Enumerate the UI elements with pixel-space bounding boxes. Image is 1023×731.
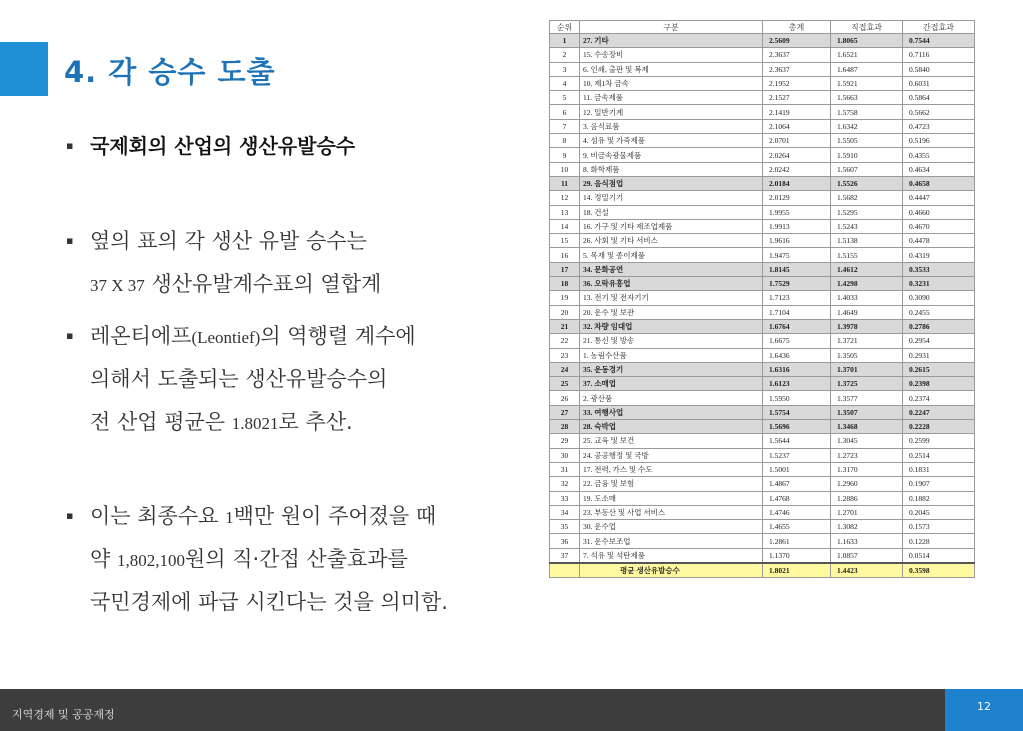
- table-row: [550, 405, 975, 419]
- indirect-cell: 0.4658: [903, 176, 975, 190]
- indirect-cell: 0.4319: [903, 248, 975, 262]
- rank-cell: 15: [550, 234, 580, 248]
- rank-cell: 36: [550, 534, 580, 548]
- rank-cell: 4: [550, 76, 580, 90]
- average-rank-cell: [550, 563, 580, 578]
- slide-title: 4. 각 승수 도출: [64, 55, 276, 89]
- table-row: [550, 548, 975, 563]
- category-cell: 17. 전력, 가스 및 수도: [580, 462, 763, 476]
- direct-cell: 1.5295: [831, 205, 903, 219]
- rank-cell: 6: [550, 105, 580, 119]
- table-row: [550, 319, 975, 333]
- table-row: [550, 162, 975, 176]
- rank-cell: 7: [550, 119, 580, 133]
- rank-cell: 22: [550, 334, 580, 348]
- direct-cell: 1.3701: [831, 362, 903, 376]
- indirect-cell: 0.3090: [903, 291, 975, 305]
- total-cell: 2.1527: [763, 91, 831, 105]
- table-row: [550, 262, 975, 276]
- table-row: [550, 134, 975, 148]
- total-cell: 1.5754: [763, 405, 831, 419]
- direct-cell: 1.2960: [831, 477, 903, 491]
- rank-cell: 17: [550, 262, 580, 276]
- category-cell: 1. 농림수산품: [580, 348, 763, 362]
- direct-cell: 1.3468: [831, 420, 903, 434]
- category-cell: 3. 음식료품: [580, 119, 763, 133]
- direct-cell: 1.5910: [831, 148, 903, 162]
- category-cell: 13. 전기 및 전자기기: [580, 291, 763, 305]
- category-cell: 24. 공공행정 및 국방: [580, 448, 763, 462]
- table-row: [550, 205, 975, 219]
- indirect-cell: 0.2786: [903, 319, 975, 333]
- direct-cell: 1.8065: [831, 34, 903, 48]
- text-segment: 1,802,100: [116, 551, 185, 570]
- table-row: [550, 34, 975, 48]
- text-segment: 로 추산.: [278, 410, 353, 434]
- category-cell: 8. 화학제품: [580, 162, 763, 176]
- direct-cell: 1.3045: [831, 434, 903, 448]
- bullet-text-line: [90, 130, 355, 159]
- category-cell: 22. 금융 및 보험: [580, 477, 763, 491]
- direct-cell: 1.5505: [831, 134, 903, 148]
- table-row: [550, 76, 975, 90]
- direct-cell: 1.6342: [831, 119, 903, 133]
- direct-cell: 1.3721: [831, 334, 903, 348]
- direct-cell: 1.6521: [831, 48, 903, 62]
- direct-cell: 1.0857: [831, 548, 903, 563]
- direct-cell: 1.4649: [831, 305, 903, 319]
- category-cell: 21. 통신 및 방송: [580, 334, 763, 348]
- direct-cell: 1.5138: [831, 234, 903, 248]
- rank-cell: 13: [550, 205, 580, 219]
- average-direct: 1.4423: [831, 563, 903, 578]
- total-cell: 1.6123: [763, 377, 831, 391]
- text-segment: 37 X 37: [90, 276, 145, 295]
- table-header-row: [550, 21, 975, 34]
- total-cell: 2.1419: [763, 105, 831, 119]
- rank-cell: 34: [550, 505, 580, 519]
- direct-cell: 1.5663: [831, 91, 903, 105]
- total-cell: 2.0242: [763, 162, 831, 176]
- category-cell: 32. 차량 임대업: [580, 319, 763, 333]
- category-cell: 15. 수송장비: [580, 48, 763, 62]
- total-cell: 1.4655: [763, 520, 831, 534]
- table-row: [550, 119, 975, 133]
- category-cell: 29. 음식점업: [580, 176, 763, 190]
- text-segment: 원의 직·간접 산출효과를: [184, 547, 408, 571]
- rank-cell: 25: [550, 377, 580, 391]
- table-row: [550, 462, 975, 476]
- total-cell: 1.5237: [763, 448, 831, 462]
- rank-cell: 10: [550, 162, 580, 176]
- total-cell: 1.7104: [763, 305, 831, 319]
- rank-cell: 24: [550, 362, 580, 376]
- footer-bar: [0, 689, 1023, 731]
- category-cell: 5. 목재 및 종이제품: [580, 248, 763, 262]
- table-row: [550, 534, 975, 548]
- indirect-cell: 0.2455: [903, 305, 975, 319]
- indirect-cell: 0.4723: [903, 119, 975, 133]
- direct-cell: 1.5243: [831, 219, 903, 233]
- total-cell: 2.1952: [763, 76, 831, 90]
- total-cell: 1.2861: [763, 534, 831, 548]
- table-row: [550, 391, 975, 405]
- indirect-cell: 0.5196: [903, 134, 975, 148]
- indirect-cell: 0.0514: [903, 548, 975, 563]
- header-direct-effect: 직접효과: [831, 21, 903, 34]
- total-cell: 1.6764: [763, 319, 831, 333]
- indirect-cell: 0.2514: [903, 448, 975, 462]
- text-segment: 전 산업 평균은: [90, 410, 232, 434]
- bullet-marker: ▪: [66, 139, 74, 152]
- indirect-cell: 0.1831: [903, 462, 975, 476]
- average-indirect: 0.3598: [903, 563, 975, 578]
- total-cell: 1.9475: [763, 248, 831, 262]
- text-segment: 백만 원이 주어졌을 때: [233, 504, 437, 528]
- indirect-cell: 0.1573: [903, 520, 975, 534]
- category-cell: 4. 섬유 및 가죽제품: [580, 134, 763, 148]
- category-cell: 31. 운수보조업: [580, 534, 763, 548]
- bullet-text-line: [90, 406, 353, 436]
- header-category: 구분: [580, 21, 763, 34]
- table-row: [550, 176, 975, 190]
- rank-cell: 29: [550, 434, 580, 448]
- direct-cell: 1.5155: [831, 248, 903, 262]
- indirect-cell: 0.3231: [903, 277, 975, 291]
- total-cell: 1.9955: [763, 205, 831, 219]
- direct-cell: 1.3978: [831, 319, 903, 333]
- direct-cell: 1.6487: [831, 62, 903, 76]
- table-row: [550, 248, 975, 262]
- indirect-cell: 0.1882: [903, 491, 975, 505]
- rank-cell: 9: [550, 148, 580, 162]
- header-rank: 순위: [550, 21, 580, 34]
- category-cell: 16. 가구 및 기타 제조업제품: [580, 219, 763, 233]
- rank-cell: 18: [550, 277, 580, 291]
- table-row: [550, 234, 975, 248]
- direct-cell: 1.5921: [831, 76, 903, 90]
- indirect-cell: 0.2931: [903, 348, 975, 362]
- total-cell: 1.5644: [763, 434, 831, 448]
- table-row: [550, 91, 975, 105]
- indirect-cell: 0.4660: [903, 205, 975, 219]
- table-row: [550, 362, 975, 376]
- bullet-text-line: [90, 225, 367, 255]
- rank-cell: 19: [550, 291, 580, 305]
- bullet-marker: ▪: [66, 234, 74, 247]
- direct-cell: 1.5526: [831, 176, 903, 190]
- rank-cell: 27: [550, 405, 580, 419]
- category-cell: 9. 비금속광물제품: [580, 148, 763, 162]
- direct-cell: 1.1633: [831, 534, 903, 548]
- category-cell: 19. 도소매: [580, 491, 763, 505]
- text-segment: 약: [90, 547, 117, 571]
- header-total: 총계: [763, 21, 831, 34]
- table-row: [550, 219, 975, 233]
- total-cell: 2.0701: [763, 134, 831, 148]
- category-cell: 34. 문화공연: [580, 262, 763, 276]
- category-cell: 10. 제1차 금속: [580, 76, 763, 90]
- rank-cell: 1: [550, 34, 580, 48]
- total-cell: 1.5001: [763, 462, 831, 476]
- table-row: [550, 477, 975, 491]
- total-cell: 2.0264: [763, 148, 831, 162]
- total-cell: 1.4867: [763, 477, 831, 491]
- rank-cell: 30: [550, 448, 580, 462]
- text-segment: 1: [225, 508, 234, 527]
- bullet-text-line: [90, 320, 416, 350]
- indirect-cell: 0.5662: [903, 105, 975, 119]
- category-cell: 37. 소매업: [580, 377, 763, 391]
- indirect-cell: 0.4447: [903, 191, 975, 205]
- table-row: [550, 62, 975, 76]
- category-cell: 35. 운동경기: [580, 362, 763, 376]
- table-row: [550, 48, 975, 62]
- total-cell: 2.0129: [763, 191, 831, 205]
- direct-cell: 1.3507: [831, 405, 903, 419]
- rank-cell: 28: [550, 420, 580, 434]
- bullet-text-line: [90, 500, 436, 530]
- rank-cell: 20: [550, 305, 580, 319]
- table-row: [550, 434, 975, 448]
- text-segment: 이는 최종수요: [90, 504, 226, 528]
- indirect-cell: 0.7116: [903, 48, 975, 62]
- rank-cell: 21: [550, 319, 580, 333]
- total-cell: 1.6436: [763, 348, 831, 362]
- total-cell: 1.6675: [763, 334, 831, 348]
- text-segment: 국민경제에 파급 시킨다는 것을 의미함.: [90, 590, 448, 614]
- direct-cell: 1.4033: [831, 291, 903, 305]
- direct-cell: 1.5682: [831, 191, 903, 205]
- indirect-cell: 0.4478: [903, 234, 975, 248]
- total-cell: 2.1064: [763, 119, 831, 133]
- rank-cell: 11: [550, 176, 580, 190]
- indirect-cell: 0.6031: [903, 76, 975, 90]
- table-row: [550, 348, 975, 362]
- category-cell: 27. 기타: [580, 34, 763, 48]
- table-row: [550, 520, 975, 534]
- average-total: 1.8021: [763, 563, 831, 578]
- rank-cell: 32: [550, 477, 580, 491]
- indirect-cell: 0.3533: [903, 262, 975, 276]
- table-row: [550, 420, 975, 434]
- table-row: [550, 191, 975, 205]
- total-cell: 1.9616: [763, 234, 831, 248]
- table-row: [550, 448, 975, 462]
- rank-cell: 5: [550, 91, 580, 105]
- text-segment: 1.8021: [231, 414, 279, 433]
- total-cell: 1.9913: [763, 219, 831, 233]
- bullet-text-line: [90, 268, 381, 298]
- direct-cell: 1.3082: [831, 520, 903, 534]
- indirect-cell: 0.7544: [903, 34, 975, 48]
- header-indirect-effect: 간접효과: [903, 21, 975, 34]
- rank-cell: 37: [550, 548, 580, 563]
- rank-cell: 23: [550, 348, 580, 362]
- text-segment: 국제회의 산업의 생산유발승수: [90, 134, 356, 158]
- indirect-cell: 0.2228: [903, 420, 975, 434]
- category-cell: 18. 건설: [580, 205, 763, 219]
- indirect-cell: 0.1228: [903, 534, 975, 548]
- indirect-cell: 0.2045: [903, 505, 975, 519]
- direct-cell: 1.3577: [831, 391, 903, 405]
- table-row: [550, 105, 975, 119]
- direct-cell: 1.5607: [831, 162, 903, 176]
- rank-cell: 14: [550, 219, 580, 233]
- direct-cell: 1.2723: [831, 448, 903, 462]
- direct-cell: 1.4298: [831, 277, 903, 291]
- rank-cell: 33: [550, 491, 580, 505]
- table-row: [550, 334, 975, 348]
- footer-text: 지역경제 및 공공재정: [12, 708, 115, 721]
- indirect-cell: 0.2374: [903, 391, 975, 405]
- indirect-cell: 0.4670: [903, 219, 975, 233]
- direct-cell: 1.2701: [831, 505, 903, 519]
- direct-cell: 1.4612: [831, 262, 903, 276]
- average-row: [550, 563, 975, 578]
- page-number: 12: [945, 689, 1023, 731]
- category-cell: 7. 석유 및 석탄제품: [580, 548, 763, 563]
- rank-cell: 3: [550, 62, 580, 76]
- average-label: 평균 생산유발승수: [580, 563, 763, 578]
- total-cell: 2.3637: [763, 48, 831, 62]
- indirect-cell: 0.2599: [903, 434, 975, 448]
- category-cell: 12. 일반기계: [580, 105, 763, 119]
- multiplier-table: [549, 20, 974, 578]
- category-cell: 2. 광산품: [580, 391, 763, 405]
- category-cell: 30. 운수업: [580, 520, 763, 534]
- category-cell: 20. 운수 및 보관: [580, 305, 763, 319]
- total-cell: 1.4746: [763, 505, 831, 519]
- text-segment: 레온티에프: [90, 324, 192, 348]
- rank-cell: 12: [550, 191, 580, 205]
- category-cell: 6. 인쇄, 출판 및 복제: [580, 62, 763, 76]
- table-row: [550, 277, 975, 291]
- text-segment: 의해서 도출되는 생산유발승수의: [90, 367, 388, 391]
- table-row: [550, 305, 975, 319]
- direct-cell: 1.2886: [831, 491, 903, 505]
- direct-cell: 1.5758: [831, 105, 903, 119]
- rank-cell: 26: [550, 391, 580, 405]
- table-row: [550, 148, 975, 162]
- indirect-cell: 0.2247: [903, 405, 975, 419]
- bullet-marker: ▪: [66, 509, 74, 522]
- category-cell: 23. 부동산 및 사업 서비스: [580, 505, 763, 519]
- total-cell: 2.0184: [763, 176, 831, 190]
- category-cell: 26. 사회 및 기타 서비스: [580, 234, 763, 248]
- category-cell: 14. 정밀기기: [580, 191, 763, 205]
- bullet-marker: ▪: [66, 329, 74, 342]
- bullet-text-line: [90, 543, 408, 573]
- direct-cell: 1.3725: [831, 377, 903, 391]
- title-accent-bar: [0, 42, 48, 96]
- direct-cell: 1.3505: [831, 348, 903, 362]
- total-cell: 2.5609: [763, 34, 831, 48]
- total-cell: 1.5696: [763, 420, 831, 434]
- total-cell: 1.8145: [763, 262, 831, 276]
- bullet-text-line: [90, 363, 387, 393]
- bullet-text-line: [90, 586, 448, 616]
- category-cell: 11. 금속제품: [580, 91, 763, 105]
- table-row: [550, 377, 975, 391]
- total-cell: 1.1370: [763, 548, 831, 563]
- indirect-cell: 0.2954: [903, 334, 975, 348]
- total-cell: 1.7529: [763, 277, 831, 291]
- rank-cell: 2: [550, 48, 580, 62]
- indirect-cell: 0.1907: [903, 477, 975, 491]
- total-cell: 1.6316: [763, 362, 831, 376]
- category-cell: 36. 오락유흥업: [580, 277, 763, 291]
- text-segment: (Leontief): [191, 328, 261, 347]
- indirect-cell: 0.5864: [903, 91, 975, 105]
- indirect-cell: 0.5840: [903, 62, 975, 76]
- text-segment: 생산유발계수표의 열합계: [144, 272, 382, 296]
- text-segment: 옆의 표의 각 생산 유발 승수는: [90, 229, 367, 253]
- indirect-cell: 0.2398: [903, 377, 975, 391]
- total-cell: 1.4768: [763, 491, 831, 505]
- total-cell: 1.5950: [763, 391, 831, 405]
- table-row: [550, 491, 975, 505]
- total-cell: 2.3637: [763, 62, 831, 76]
- category-cell: 33. 여행사업: [580, 405, 763, 419]
- table-row: [550, 505, 975, 519]
- indirect-cell: 0.4355: [903, 148, 975, 162]
- category-cell: 28. 숙박업: [580, 420, 763, 434]
- direct-cell: 1.3170: [831, 462, 903, 476]
- rank-cell: 8: [550, 134, 580, 148]
- total-cell: 1.7123: [763, 291, 831, 305]
- text-segment: 의 역행렬 계수에: [260, 324, 416, 348]
- rank-cell: 35: [550, 520, 580, 534]
- rank-cell: 31: [550, 462, 580, 476]
- indirect-cell: 0.2615: [903, 362, 975, 376]
- rank-cell: 16: [550, 248, 580, 262]
- indirect-cell: 0.4634: [903, 162, 975, 176]
- category-cell: 25. 교육 및 보건: [580, 434, 763, 448]
- table-row: [550, 291, 975, 305]
